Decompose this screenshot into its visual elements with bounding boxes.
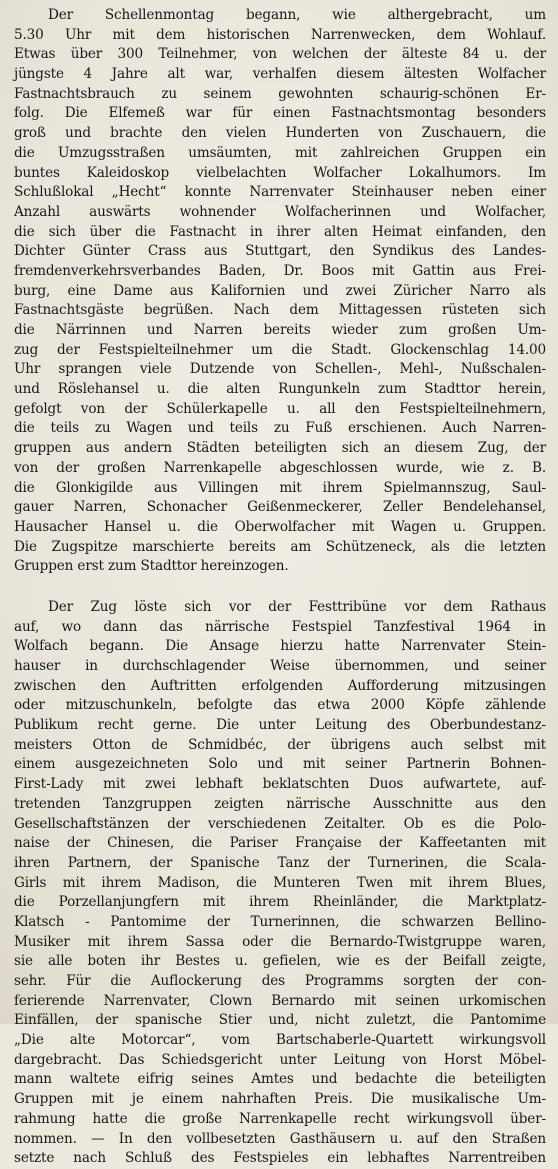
text-line: fremdenverkehrsverbandes Baden, Dr. Boos mit Gattin aus Frei- xyxy=(14,262,546,279)
text-line: Dichter Günter Crass aus Stuttgart, den Syndikus des Landes- xyxy=(14,243,546,260)
text-line: buntes Kaleidoskop vielbelachten Wolfacher Lokalhumors. Im xyxy=(14,164,546,181)
text-line: die Närrinnen und Narren bereits wieder zum großen Um- xyxy=(14,322,546,338)
text-line: Gruppen mit je einem nahrhaften Preis. Die musikalische Um- xyxy=(14,1091,546,1108)
text-line: Der Schellenmontag begann, wie althergebracht, um xyxy=(48,7,546,23)
text-line: gruppen aus andern Städten beteiligten sich an diesem Zug, der xyxy=(14,440,546,457)
text-line: Publikum recht gerne. Die unter Leitung des Oberbundestanz- xyxy=(14,717,546,734)
text-line: oder mitzuschunkeln, befolgte das etwa 2000 Köpfe zählende xyxy=(14,697,546,714)
text-line: sie alle boten ihr Bestes u. gefielen, wie es der Beifall zeigte, xyxy=(14,953,546,970)
text-line: Musiker mit ihrem Sassa oder die Bernardo-Twistgruppe waren, xyxy=(14,933,546,950)
text-line: Einfällen, der spanische Stier und, nicht zuletzt, die Pantomime xyxy=(14,1012,546,1029)
text-line: zwischen den Auftritten erfolgenden Aufforderung mitzusingen xyxy=(14,677,546,694)
document-page xyxy=(14,6,546,1167)
paragraph-festspiel xyxy=(14,598,546,1169)
text-line: Der Zug löste sich vor der Festtribüne vor dem Rathaus xyxy=(48,598,546,615)
text-line: Die Zugspitze marschierte bereits am Schützeneck, als die letzten xyxy=(14,538,546,555)
text-line: Uhr sprangen viele Dutzende von Schellen-, Mehl-, Nußschalen- xyxy=(14,361,546,378)
text-line: Anzahl auswärts wohnender Wolfacherinnen und Wolfacher, xyxy=(14,203,546,220)
text-line: gauer Narren, Schonacher Geißenmeckerer, Zeller Bendelehansel, xyxy=(14,499,546,516)
text-line: die Porzellanjungfern mit ihrem Rheinländer, die Marktplatz- xyxy=(14,894,546,911)
text-line: Klatsch - Pantomime der Turnerinnen, die schwarzen Bellino- xyxy=(14,913,546,930)
text-line: die Glonkigilde aus Villingen mit ihrem Spielmannszug, Saul- xyxy=(14,479,546,496)
text-line: rahmung hatte die große Narrenkapelle recht wirkungsvoll über- xyxy=(14,1110,546,1127)
text-line: tretenden Tanzgruppen zeigten närrische Ausschnitte aus den xyxy=(14,795,546,812)
text-line: groß und brachte den vielen Hunderten von Zuschauern, die xyxy=(14,125,546,142)
text-line: Hausacher Hansel u. die Oberwolfacher mit Wagen u. Gruppen. xyxy=(14,518,546,535)
text-line: ihren Partnern, der Spanische Tanz der Turnerinen, die Scala- xyxy=(14,854,546,871)
text-line: die teils zu Wagen und teils zu Fuß erschienen. Auch Narren- xyxy=(14,420,546,437)
text-line: nommen. — In den vollbesetzten Gasthäusern u. auf den Straßen xyxy=(14,1130,546,1147)
text-line: Gesellschaftstänzen der verschiedenen Zeitalter. Ob es die Polo- xyxy=(14,815,546,832)
paragraph-schellenmontag xyxy=(14,6,546,577)
text-line: hauser in durchschlagender Weise übernommen, und seiner xyxy=(14,658,546,674)
text-line: folg. Die Elfemeß war für einen Fastnachtsmontag besonders xyxy=(14,105,546,122)
text-line: und Röslehansel u. die alten Rungunkeln zum Stadttor herein, xyxy=(14,381,546,398)
text-line: Fastnachtsgäste begrüßen. Nach dem Mittagessen rüsteten sich xyxy=(14,302,546,319)
text-line: Girls mit ihrem Madison, die Munteren Twen mit ihrem Blues, xyxy=(14,874,546,891)
text-line: meisters Otton de Schmidbéc, der übrigens auch selbst mit xyxy=(14,736,546,753)
text-line: Etwas über 300 Teilnehmer, von welchen der älteste 84 u. der xyxy=(14,46,546,63)
text-line: die sich über die Fastnacht in ihrer alten Heimat einfanden, den xyxy=(14,223,546,240)
text-line: Fastnachtsbrauch zu seinem gewohnten schaurig-schönen Er- xyxy=(14,85,546,102)
text-line: zug der Festspielteilnehmer um die Stadt. Glockenschlag 14.00 xyxy=(14,341,546,358)
text-line: die Umzugsstraßen umsäumten, mit zahlreichen Gruppen ein xyxy=(14,144,546,161)
text-line: Schlußlokal „Hecht“ konnte Narrenvater Steinhauser neben einer xyxy=(14,184,546,201)
paragraph-gap xyxy=(14,577,546,598)
text-line: setzte nach Schluß des Festspieles ein lebhaftes Narrentreiben xyxy=(14,1150,546,1167)
text-line: dargebracht. Das Schiedsgericht unter Leitung von Horst Möbel- xyxy=(14,1051,546,1068)
text-line: einem ausgezeichneten Solo und mit seiner Partnerin Bohnen- xyxy=(14,756,546,773)
text-line: „Die alte Motorcar“, vom Bartschaberle-Quartett wirkungsvoll xyxy=(14,1032,546,1049)
text-line: gefolgt von der Schülerkapelle u. all den Festspielteilnehmern, xyxy=(14,400,546,417)
text-line: sehr. Für die Auflockerung des Programms sorgten der con- xyxy=(14,973,546,989)
text-line: von der großen Narrenkapelle abgeschlossen wurde, wie z. B. xyxy=(14,459,546,476)
text-line: 5.30 Uhr mit dem historischen Narrenwecken, dem Wohlauf. xyxy=(14,26,546,43)
text-line: ferierende Narrenvater, Clown Bernardo mit seinen urkomischen xyxy=(14,992,546,1009)
text-line: burg, eine Dame aus Kalifornien und zwei Züricher Narro als xyxy=(14,282,546,299)
text-line: Wolfach begann. Die Ansage hierzu hatte Narrenvater Stein- xyxy=(14,638,546,655)
text-line: First-Lady mit zwei lebhaft beklatschten Duos aufwartete, auf- xyxy=(14,776,546,793)
text-line: auf, wo dann das närrische Festspiel Tanzfestival 1964 in xyxy=(14,618,546,635)
text-line: mann waltete eifrig seines Amtes und bedachte die beteiligten xyxy=(14,1071,546,1088)
text-line: jüngste 4 Jahre alt war, verhalfen diesem ältesten Wolfacher xyxy=(14,66,546,83)
text-line: naise der Chinesen, die Pariser Française der Kaffeetanten mit xyxy=(14,835,546,852)
text-line: Gruppen erst zum Stadttor hereinzogen. xyxy=(14,558,289,575)
